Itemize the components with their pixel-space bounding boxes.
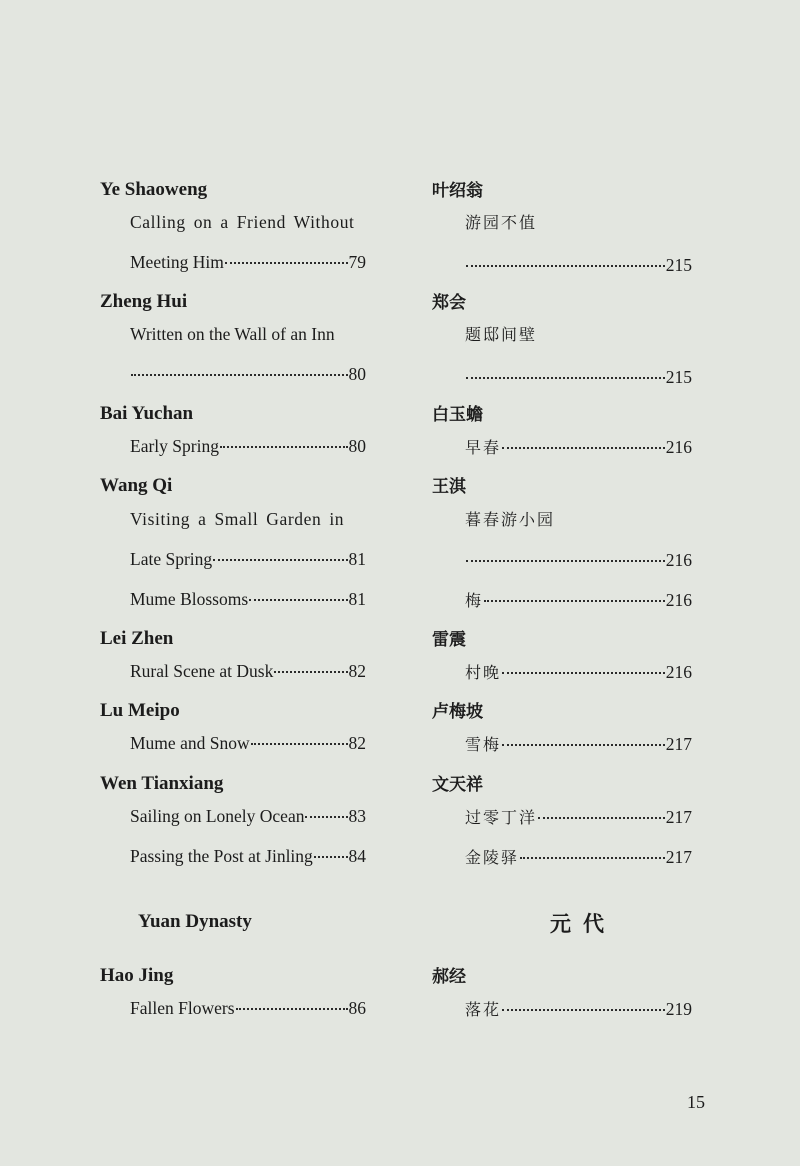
toc-entry[interactable]	[130, 250, 366, 274]
author-name: Lu Meipo	[100, 700, 180, 721]
dot-leader	[314, 855, 348, 858]
author-name: 文天祥	[432, 775, 483, 795]
toc-entry[interactable]	[130, 507, 366, 531]
author-name: 叶绍翁	[432, 181, 483, 201]
author-name: 王淇	[432, 477, 466, 497]
toc-entry[interactable]	[465, 253, 692, 277]
dot-leader	[466, 559, 665, 562]
toc-entry[interactable]	[130, 210, 366, 234]
author-name: Hao Jing	[100, 965, 174, 986]
poem-title: 雪梅	[465, 735, 502, 754]
page-ref: 81	[348, 549, 366, 569]
dot-leader	[249, 598, 347, 601]
poem-title: Early Spring	[130, 436, 219, 456]
dot-leader	[502, 671, 665, 674]
toc-entry[interactable]	[465, 805, 692, 830]
poem-title: Mume and Snow	[130, 733, 250, 753]
dot-leader	[484, 599, 665, 602]
poem-title: Passing the Post at Jinling	[130, 846, 313, 866]
author-name: 郝经	[432, 967, 466, 987]
dot-leader	[502, 743, 665, 746]
dot-leader	[131, 373, 348, 376]
author-name: Wang Qi	[100, 475, 173, 496]
page-ref: 217	[665, 734, 692, 754]
poem-title: 游园不值	[465, 213, 538, 232]
dot-leader	[251, 742, 348, 745]
toc-entry[interactable]	[130, 731, 366, 755]
dot-leader	[236, 1007, 348, 1010]
page-ref: 80	[348, 436, 366, 456]
page-ref: 84	[348, 846, 366, 866]
author-name: 白玉蟾	[432, 405, 483, 425]
toc-entry[interactable]	[465, 365, 692, 389]
dot-leader	[466, 264, 665, 267]
toc-entry[interactable]	[465, 997, 692, 1022]
toc-entry[interactable]	[130, 844, 366, 868]
toc-entry[interactable]	[465, 660, 692, 685]
author-name: Zheng Hui	[100, 291, 188, 312]
author-name: Lei Zhen	[100, 628, 174, 649]
toc-entry[interactable]	[465, 435, 692, 460]
poem-title: Sailing on Lonely Ocean	[130, 806, 305, 826]
page-ref: 82	[348, 733, 366, 753]
poem-title: 落花	[465, 1000, 502, 1019]
page-ref: 79	[348, 252, 366, 272]
dot-leader	[213, 558, 347, 561]
page-ref: 83	[348, 806, 366, 826]
page-number: 15	[687, 1092, 705, 1112]
toc-entry[interactable]	[465, 845, 692, 870]
poem-title: Calling on a Friend Without	[130, 212, 355, 232]
poem-title: 暮春游小园	[465, 510, 556, 529]
poem-title: 过零丁洋	[465, 808, 538, 827]
page-ref: 219	[665, 999, 692, 1019]
dot-leader	[520, 856, 665, 859]
poem-title: Late Spring	[130, 549, 213, 569]
toc-entry[interactable]	[465, 508, 692, 532]
author-name: 卢梅坡	[432, 702, 483, 722]
author-name: 郑会	[432, 293, 466, 313]
toc-entry[interactable]	[465, 588, 692, 613]
page-ref: 216	[665, 662, 692, 682]
poem-title: Fallen Flowers	[130, 998, 235, 1018]
toc-entry[interactable]	[130, 434, 366, 458]
page-ref: 215	[665, 367, 692, 387]
dot-leader	[305, 815, 347, 818]
toc-entry[interactable]	[130, 804, 366, 828]
author-name: Ye Shaoweng	[100, 179, 208, 200]
author-name: Bai Yuchan	[100, 403, 194, 424]
page-ref: 80	[348, 364, 366, 384]
poem-title: 题邸间壁	[465, 325, 538, 344]
page-ref: 217	[665, 807, 692, 827]
dot-leader	[274, 670, 347, 673]
author-name: 雷震	[432, 630, 466, 650]
dot-leader	[502, 446, 665, 449]
poem-title: Written on the Wall of an Inn	[130, 324, 335, 344]
toc-entry[interactable]	[130, 362, 366, 386]
toc-entry[interactable]	[465, 732, 692, 757]
poem-title: 早春	[465, 438, 502, 457]
toc-entry[interactable]	[130, 547, 366, 571]
toc-entry[interactable]	[465, 211, 692, 235]
page-ref: 215	[665, 255, 692, 275]
toc-entry[interactable]	[130, 587, 366, 611]
toc-entry[interactable]	[465, 323, 692, 347]
page-ref: 81	[348, 589, 366, 609]
dynasty-heading-chinese: 元代	[550, 912, 616, 936]
dot-leader	[225, 261, 348, 264]
page-ref: 216	[665, 590, 692, 610]
author-name: Wen Tianxiang	[100, 773, 224, 794]
toc-entry[interactable]	[130, 322, 366, 346]
poem-title: 金陵驿	[465, 848, 520, 867]
poem-title: 村晚	[465, 663, 502, 682]
page-ref: 82	[348, 661, 366, 681]
page-ref: 217	[665, 847, 692, 867]
poem-title: Rural Scene at Dusk	[130, 661, 274, 681]
dot-leader	[220, 445, 348, 448]
dot-leader	[466, 376, 665, 379]
page-ref: 86	[348, 998, 366, 1018]
poem-title: 梅	[465, 591, 484, 610]
dot-leader	[502, 1008, 665, 1011]
page-ref: 216	[665, 550, 692, 570]
dot-leader	[538, 816, 665, 819]
toc-entry[interactable]	[465, 548, 692, 572]
poem-title: Mume Blossoms	[130, 589, 249, 609]
toc-entry[interactable]	[130, 996, 366, 1020]
dynasty-heading-english: Yuan Dynasty	[138, 911, 252, 932]
poem-title: Visiting a Small Garden in	[130, 509, 345, 529]
toc-entry[interactable]	[130, 659, 366, 683]
poem-title: Meeting Him	[130, 252, 224, 272]
page-ref: 216	[665, 437, 692, 457]
